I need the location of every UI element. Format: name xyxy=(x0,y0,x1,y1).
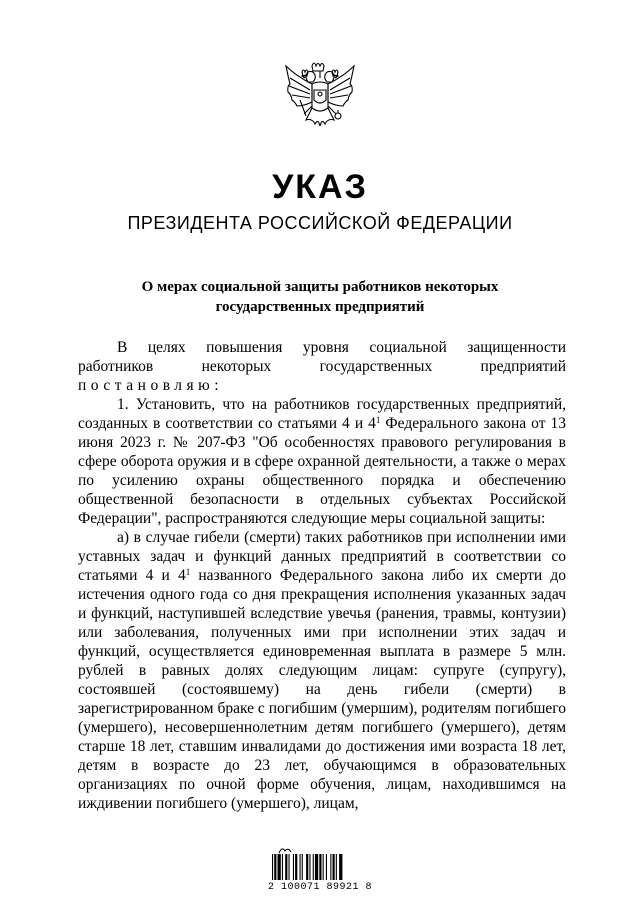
item-1-superscript: 1 xyxy=(375,415,381,425)
document-body xyxy=(78,338,566,813)
intro-line-1: В целях повышения уровня социальной защищенности xyxy=(117,339,566,356)
item-a-text-a: а) в случае гибели (смерти) таких работников при исполнении ими уставных задач и функций данных предприятий в соответствии со статьями 4 и 4 xyxy=(78,529,566,584)
paragraph-item-a xyxy=(78,528,566,813)
barcode-bar xyxy=(313,854,314,880)
barcode-lines xyxy=(270,854,370,880)
barcode-bar xyxy=(323,854,324,880)
barcode-bar xyxy=(278,854,281,880)
barcode-bar xyxy=(333,854,335,880)
barcode-number: 2 100071 89921 8 xyxy=(267,882,372,893)
decree-verb: постановляю: xyxy=(78,377,224,394)
barcode-bar xyxy=(285,854,287,880)
item-1-text-b: Федерального закона от 13 июня 2023 г. № 207-ФЗ "Об особенностях правового регулирования в сфере оборота оружия и в сфере охранной деятельности, а также о мерах по усилению охраны общественного порядка и обеспечению общественной безопасности в отдельных субъектах Российской Федерации", распространяются следующие меры социальной защиты: xyxy=(78,415,566,527)
barcode-bar xyxy=(309,854,310,880)
barcode-bar xyxy=(319,854,321,880)
barcode-bar xyxy=(272,854,273,880)
intro-line-2: работников некоторых государственных предприятий xyxy=(78,358,566,375)
barcode-bar xyxy=(306,854,308,880)
barcode-bar xyxy=(302,854,303,880)
barcode-bar xyxy=(289,854,290,880)
decree-subtitle: ПРЕЗИДЕНТА РОССИЙСКОЙ ФЕДЕРАЦИИ xyxy=(127,213,513,233)
barcode-bar xyxy=(274,854,276,880)
item-1-text-a: 1. Установить, что на работников государственных предприятий, созданных в соответствии со статьями 4 и 4 xyxy=(78,396,566,432)
item-a-superscript: 1 xyxy=(185,567,191,577)
decree-title: УКАЗ xyxy=(272,168,368,206)
paragraph-item-1 xyxy=(78,395,566,528)
barcode xyxy=(267,848,372,898)
barcode-bar xyxy=(339,854,342,880)
heading-line-1: О мерах социальной защиты работников некоторых xyxy=(141,279,499,295)
barcode-bar xyxy=(295,854,297,880)
barcode-bar xyxy=(315,854,318,880)
barcode-bar xyxy=(330,854,331,880)
barcode-bar xyxy=(282,854,283,880)
stamp-mark-icon xyxy=(278,846,292,854)
barcode-bar xyxy=(336,854,337,880)
barcode-bar xyxy=(300,854,301,880)
document-heading xyxy=(80,277,560,317)
state-emblem-icon xyxy=(282,56,358,142)
barcode-bar xyxy=(293,854,294,880)
item-a-text-b: названного Федерального закона либо их смерти до истечения одного года со дня прекращения исполнения указанных задач и функций, наступившей вследствие увечья (ранения, травмы, контузии) или заболевания, полученных ими при исполнении этих задач и функций, осуществляется единовременная выплата в размере 5 млн. рублей в равных долях следующим лицам: супруге (супругу), состоявшей (состоявшему) на день гибели (смерти) в зарегистрированном браке с погибшим (умершим), родителям погибшего (умершего), несовершеннолетним детям погибшего (умершего), детям старше 18 лет, ставшим инвалидами до достижения ими возраста 18 лет, детям в возрасте до 23 лет, обучающимся в образовательных организациях по очной форме обучения, лицам, находившимся на иждивении погибшего (умершего), лицам, xyxy=(78,567,566,812)
intro-continuation xyxy=(78,357,566,395)
barcode-bar xyxy=(326,854,327,880)
intro-paragraph xyxy=(78,338,566,357)
heading-line-2: государственных предприятий xyxy=(215,299,425,315)
